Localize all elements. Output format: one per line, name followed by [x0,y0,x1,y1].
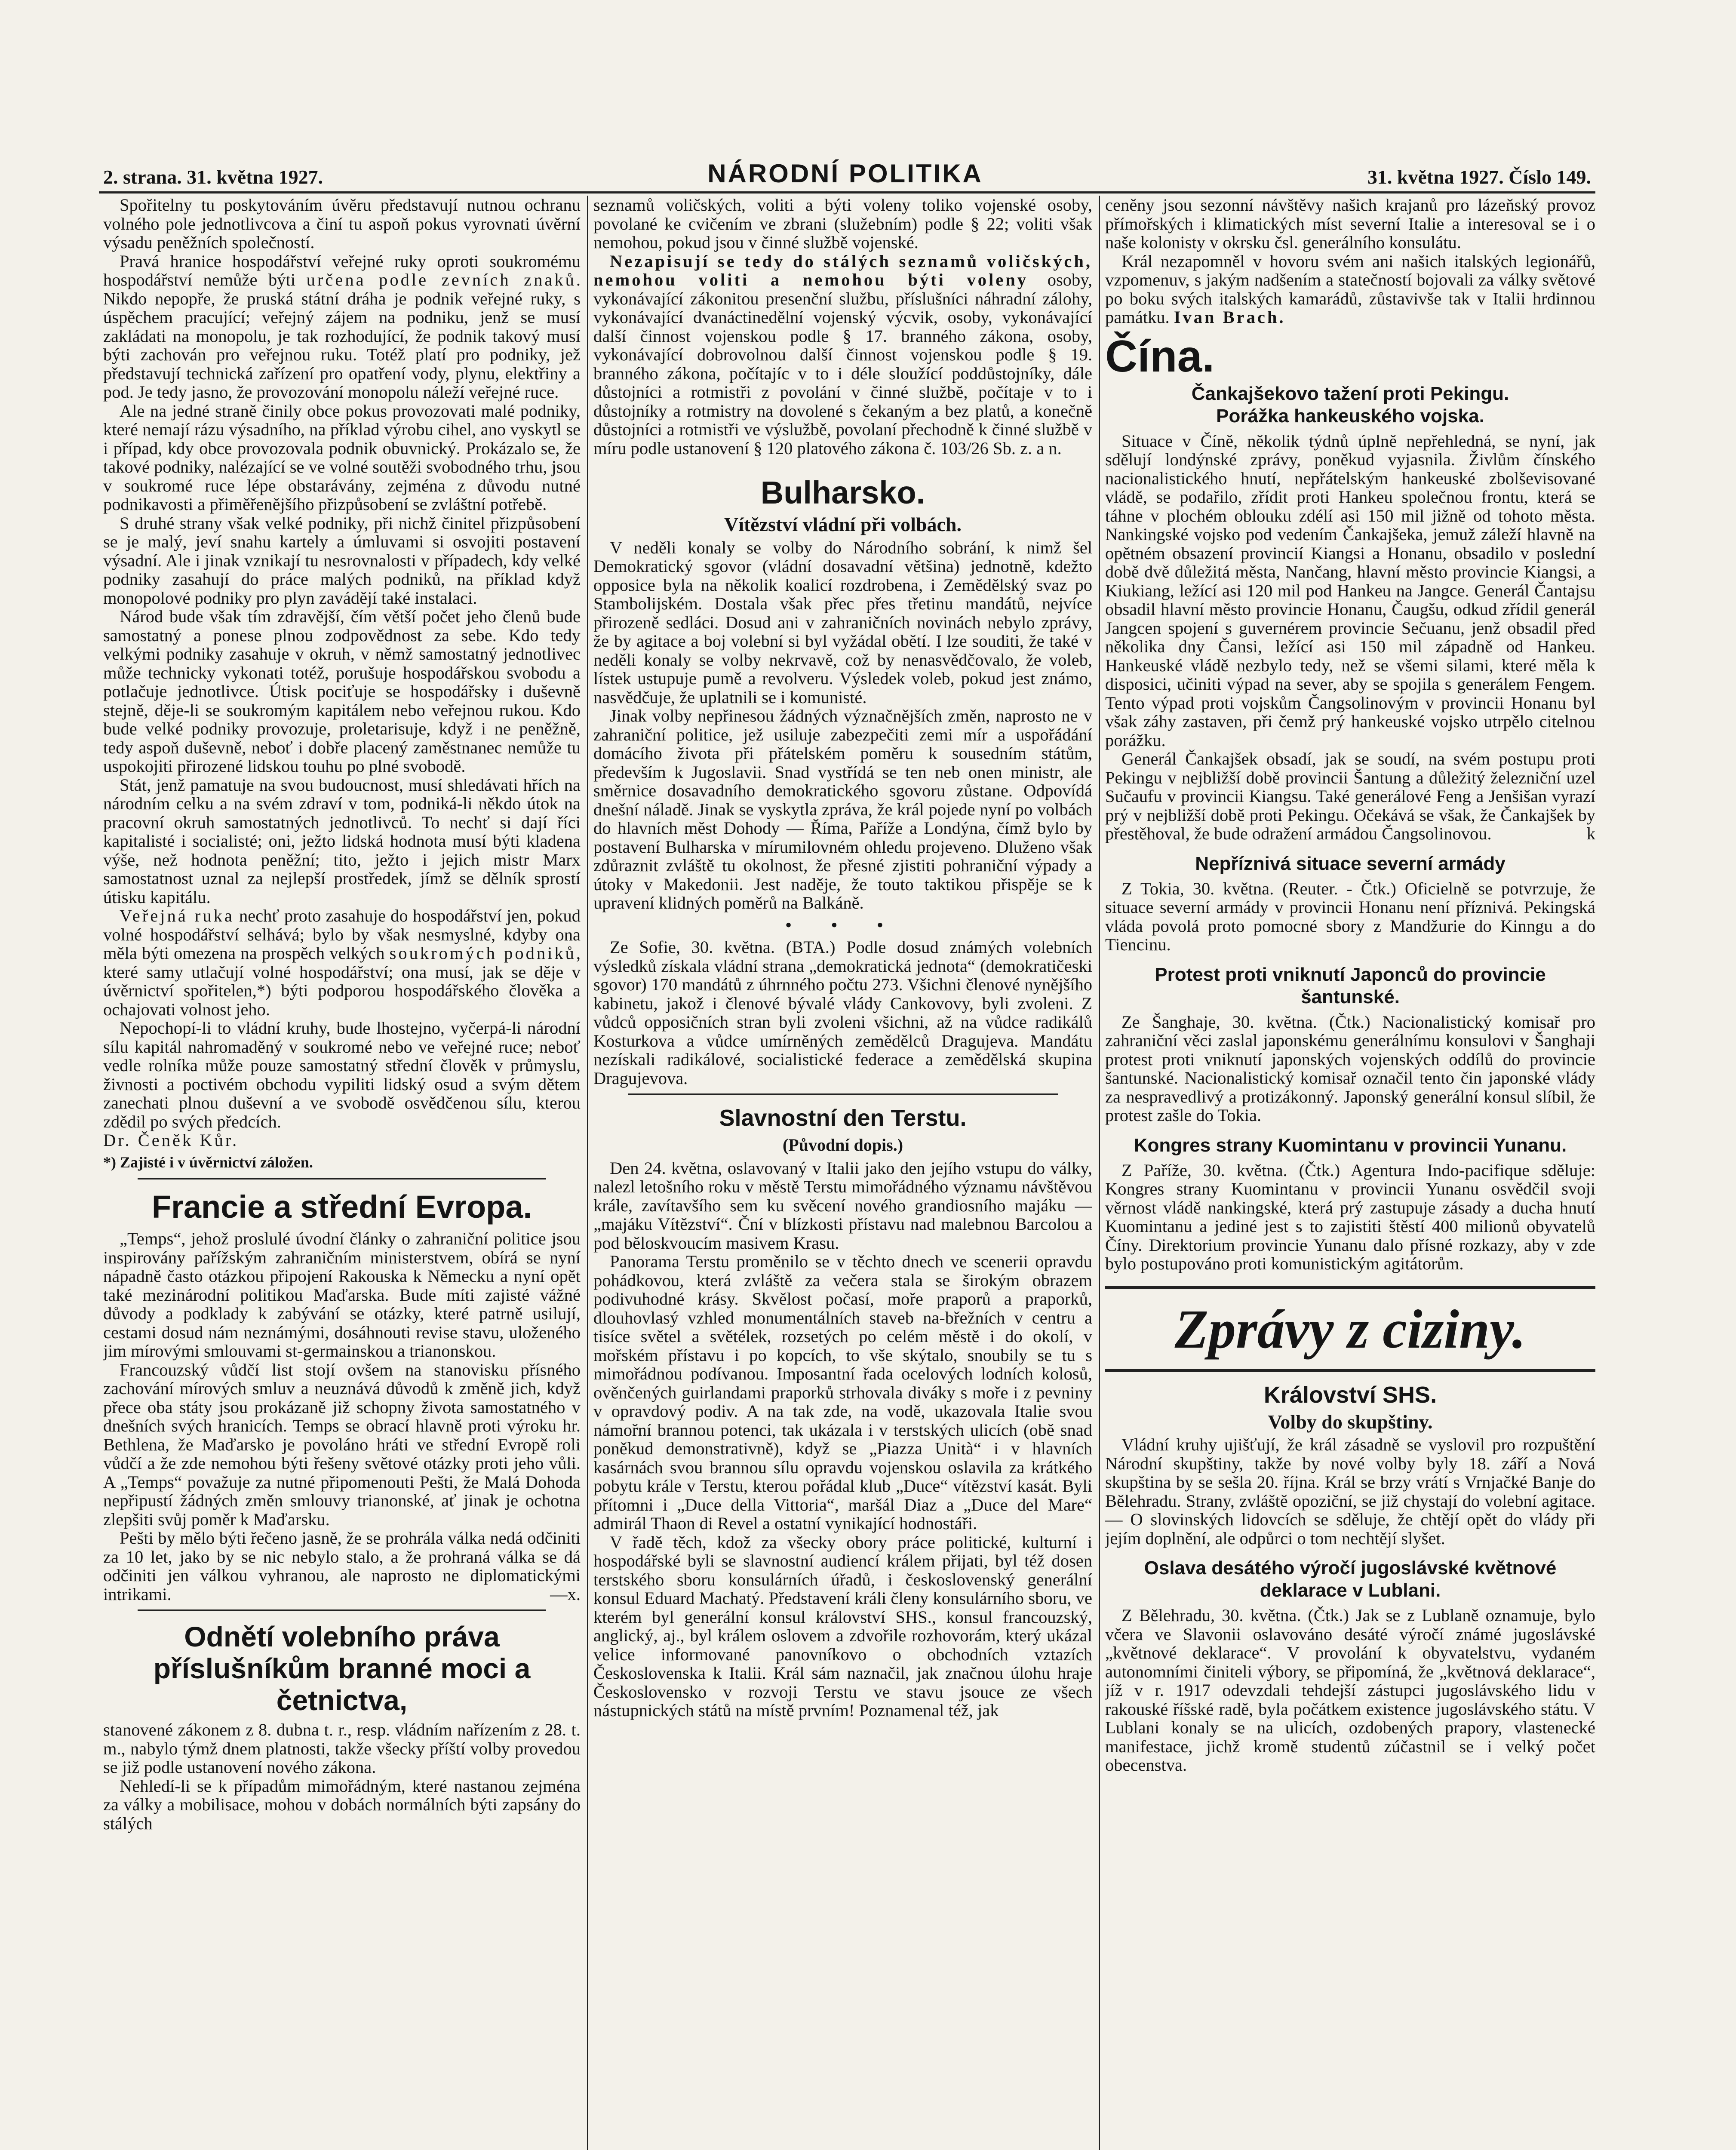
paragraph: Den 24. května, oslavovaný v Italii jako den jejího vstupu do války, nalezl letošního roku v městě Terstu mimořádného významu návštěvou krále, zavítavšího sem ku svěcení nového grandiosního majáku — „majáku Vítězství“. Ční v blízkosti přístavu nad malebnou Barcolou a pod běloskvoucím masivem Krasu. [593,1158,1092,1253]
paragraph: Vládní kruhy ujišťují, že král zásadně se vyslovil pro rozpuštění Národní skupštiny, takže by nové volby byly 18. září a Nová skupština by se sešla 20. října. Král se brzy vrátí s Vrnjačké Banje do Bělehradu. Strany, zvláště opoziční, se již chystají do volební agitace. — O slovinských lidovcích se sděluje, že chtějí opět do vlády při jejím doplnění, ale odpůrci o tom nechtějí slyšet. [1105,1435,1595,1548]
text-run: soukromých podniků [389,943,576,963]
column-1 [103,196,581,2150]
text-run: určena podle zevních znaků [306,270,576,289]
article-headline: Kongres strany Kuomintanu v provincii Yunanu. [1134,1134,1567,1156]
header-issue-right: 31. května 1927. Číslo 149. [1367,166,1591,188]
paragraph: Z Tokia, 30. května. (Reuter. - Čtk.) Oficielně se potvrzuje, že situace severní armády v provincii Honanu není příznivá. Pekingská vláda povolá proto pomocné sbory z Mandžurie do Kinngu a do Tiencinu. [1105,878,1595,954]
signature: —x. [550,1584,581,1604]
paragraph: Nepochopí-li to vládní kruhy, bude lhostejno, vyčerpá-li národní sílu kapitál nahromaděný v soukromé nebo ve veřejné ruce; neboť vedle rolníka může pouze samostatný střední člověk v průmyslu, živnosti a poctivém obchodu vypiliti lidský osud a svým dětem zanechati plnou duševní a ve svobodě osvědčenou sílu, kterou zdědil po svých předcích. [103,1018,581,1131]
paragraph: Panorama Terstu proměnilo se v těchto dnech ve scenerii opravdu pohádkovou, která zvláště za večera stala se širokým obrazem podivuhodné krásy. Skvělost počasí, moře praporů a praporků, dlouhovlasý vzhled monumentálních staveb na-břežních v centru a tisíce světel a světélek, rozsetých po celém městě i do okolí, v mořském přístavu i po kopcích, to vše skýtalo, snoubily se tu s mimořádnou podívanou. Imposantní řada ocelových lodních kolosů, ověnčených guirlandami praporků strhovala diváky s moře i z pevniny v opravdový podiv. A na tak zde, na vodě, ukazovala Italie svou námořní brannou potenci, tak ukázala i v terstských ulicích (obě snad poněkud demonstrativně), když se „Piazza Unità“ i v hlavních kasárnách svou brannou sílu opravdu vojenskou oslavila za krátkého pobytu krále v Terstu, kterou pořádal klub „Duce“ vítězství kasát. Byli přítomni i „Duce della Vittoria“, maršál Diaz a „Duce del Mare“ admirál Thaon di Revel a ostatní vynikající hodnostáři. [593,1252,1092,1533]
text-run: Pravá hranice hospodářství veřejné ruky oproti soukromému hospodářství nemůže býti [103,251,581,289]
column-divider-1 [587,196,588,2150]
paragraph: S druhé strany však velké podniky, při nichž činitel přizpůsobení se je malý, jeví snahu kartely a úmluvami si osvojiti postavení výsadní. Ale i jinak vznikají tu nesrovnalosti v případech, kdy velké podniky zasahují do práce malých podniků, na příklad když monopolové podniky pro plyn zavádějí také instalaci. [103,513,581,608]
text-run: Generál Čankajšek obsadí, jak se soudí, na svém postupu proti Pekingu v nejbližší době provincii Šantung a důležitý železniční uzel Sučaufu v provincii Kiangsu. Také generálové Feng a Jenšišan vyrazí prý v nejbližší době proti Pekingu. Očekává se však, že Čankajšek by přestěhoval, že bude odražení armádou Čangsolinovou. [1105,749,1595,843]
paragraph: Francouzský vůdčí list stojí ovšem na stanovisku přísného zachování mírových smluv a neuznává důvodů k změně jich, když přece oba státy jsou prokázaně již schopny života samostatného v dnešních svých hranicích. Temps se obrací hlavně proti výroku hr. Bethlena, že Maďarsko je povoláno hráti ve střední Evropě roli vůdčí a že zde nemohou býti řešeny světové otázky proti jeho vůli. A „Temps“ považuje za nutné připomenouti Pešti, že Malá Dohoda nepřipustí žádných změn smlouvy trianonské, ať jinak je ochotna zlepšiti svůj poměr k Maďarsku. [103,1360,581,1529]
text-run: Veřejná ruka [120,906,234,925]
paragraph: seznamů voličských, voliti a býti voleny toliko vojenské osoby, povolané ke cvičením ve zbrani (služebním) podle § 22; voliti však nemohou, pokud jsou v činné službě vojenské. [593,196,1092,252]
paragraph: Ze Šanghaje, 30. května. (Čtk.) Nacionalistický komisař pro zahraniční věci zaslal japonskému generálnímu konsulovi v Šanghaji protest proti vniknutí japonských vojenských oddílů do provincie šantunské. Nacionalistický komisař označil tento čin japonské vlády za nespravedlivý a protizákonný. Japonský generální konsul slíbil, že protest zašle do Tokia. [1105,1012,1595,1125]
paragraph: Situace v Číně, několik týdnů úplně nepřehledná, se nyní, jak sdělují londýnské zprávy, poněkud vyjasnila. Živlům čínského nacionalistického hnutí, nepřátelským hankeuské zbolševisované vládě, se podařilo, zřídit proti Hankeu společnou frontu, která se táhne v plochém oblouku zdélí asi 150 mil jižně od tohoto města. Nankingské vojsko pod vedením Čankajšeka, jemuž záleží hlavně na opětném obsazení provincií Kiangsi a Honanu, obsadilo v poslední době dvě důležitá města, Nančang, hlavní město provincie Kiangsi, a Kiukiang, ležící asi 120 mil pod Hankeu na Jangce. Generál Čantajsu obsadil hlavní město provincie Honanu, Čaugšu, odkud zřídil generál Jangcen spojení s guvernérem provincie Sečuanu, jenž obsadil před několika dny Čansi, ležící asi 150 mil západně od Hankeu. Hankeuské vládě nezbylo tedy, než se všemi silami, které měla k disposici, učiniti výpad na sever, aby se spojila s generálem Fengem. Tento výpad proti vojskům Čangsolinovým v provincii Honanu byl však záhy zastaven, při čemž prý hankeuské vojsko utrpělo citelnou porážku. [1105,431,1595,750]
paragraph [103,1529,581,1603]
article-subheadline: Volby do skupštiny. [1268,1410,1433,1433]
column-3 [1105,196,1595,2150]
separator [628,1093,1058,1095]
column-2 [593,196,1092,2150]
paragraph: Z Bělehradu, 30. května. (Čtk.) Jak se z Lublaně oznamuje, bylo včera ve Slavonii oslavováno desáté výročí známé jugoslávské „květnové deklarace“. V provolání k obyvatelstvu, vydaném autonomními činiteli výbory, se připomíná, že „květnová deklarace“, jíž v r. 1917 odevzdali tehdejší zástupci jugoslávského lidu v rakouské říšské radě, byla počátkem existence jugoslávského státu. V Lublani konaly se na ulicích, ozdobených prapory, vlastenecké manifestace, jichž kromě studentů zúčastnil se i velký počet obecenstva. [1105,1606,1595,1775]
paragraph: Ale na jedné straně činily obce pokus provozovati malé podniky, které nemají rázu výsadního, na příklad výrobu cihel, ano vyskytl se i případ, kdy obce provozovala podnik obuvnický. Prokázalo se, že takové podniky, nalézající se ve volné soutěži svobodného trhu, jsou v soukromé ruce lépe obstarávány, zejména z důvodu nutné podnikavosti a přiměřenějšího přizpůsobení se zvláštní potřebě. [103,401,581,514]
paragraph: Stát, jenž pamatuje na svou budoucnost, musí shledávati hřích na národním celku a na svém zdraví v tom, podniká-li někdo útok na pracovní okruh samostatných jednotlivců. To nechť si dají říci kapitalisté i socialisté; oni, ježto lidská hodnota musí býti kladena výše, než hodnota peněžní; tito, ježto i jejich mistr Marx samostatnost uznal za nejlepší prostředek, jímž se dělník sprostí útisku kapitálu. [103,775,581,907]
paragraph: Jinak volby nepřinesou žádných význačnějších změn, naprosto ne v zahraniční politice, jež usiluje zabezpečiti zemi mír a uspořádání domácího života při přátelském poměru k sousedním státům, především k Jugoslavii. Snad vystřídá se ten neb onen ministr, ale směrnice dosavadního demokratického sgovoru zůstane. Odpovídá dnešní náladě. Jinak se vyskytla zpráva, že král pojede nyní po volbách do hlavních měst Dohody — Říma, Paříže a Londýna, čímž bylo by postavení Bulharska v mírumilovném ohledu projeveno. Dluženo však zdůraznit zvláště tu okolnost, že přesné zjistiti pohraniční výpady a útoky v Makedonii. Jest naděje, že touto taktikou přispěje se k upravení klidných poměrů na Balkáně. [593,706,1092,912]
article-headline: Odnětí volebního práva příslušníkům branné moci a četnictva, [153,1621,531,1716]
article-headline: Nepříznivá situace severní armády [1195,853,1506,874]
paragraph: stanovené zákonem z 8. dubna t. r., resp. vládním nařízením z 28. t. m., nabylo týmž dnem platnosti, takže všecky příští volby provedou se již podle ustanovení nového zákona. [103,1720,581,1777]
section-heading-china: Čína. [1105,331,1215,381]
paragraph [103,906,581,1019]
author-signature: Dr. Čeněk Kůr. [103,1130,239,1150]
paragraph [593,252,1092,458]
paragraph: Z Paříže, 30. května. (Čtk.) Agentura Indo-pacifique sděluje: Kongres strany Kuomintanu v provincii Yunanu osvědčil svoji věrnost vládě nankingské, která prý zastupuje zásady a ducha hnutí Kuomintanu a jediné jest s to zajistiti štěstí 400 milionů obyvatelů Číny. Direktorium provincie Yunanu dalo přísné rozkazy, aby v zde bylo postupováno proti komunistickým agitátorům. [1105,1160,1595,1273]
paragraph: V řadě těch, kdož za všecky obory práce politické, kulturní i hospodářské byli se slavnostní audiencí králem přijati, byl též dosen terstského sboru konsulárních úřadů, i československý generální konsul Eduard Machatý. Představení králi členy konsulárního sboru, ve kterém byl generální konsul království SHS., konsul francouzský, anglický, aj., byl králem oslovem a zdvořile rozhovorám, který ukázal velice informované panovníkovo o obchodních vztazích Československa k Italii. Král sám naznačil, jak značnou úlohu hraje Československo v rozvoji Terstu ve stavu jsouce ze všech nástupnických států na místě prvním! Poznamenal též, jak [593,1532,1092,1720]
text-run: Pešti by mělo býti řečeno jasně, že se prohrála válka nedá odčiniti za 10 let, jako by se nic nebylo stalo, a že prohraná válka se dá odčiniti jen válkou vyhranou, ale naprosto ne diplomatickými intrikami. [103,1528,581,1604]
article-headline: Slavnostní den Terstu. [719,1105,967,1131]
text-run: nechť proto zasahuje do hospodářství jen, pokud volné hospodářství selhává; bylo by však nesmyslné, kdyby ona měla býti omezena na prospěch velkých [103,906,581,963]
article-headline: Francie a střední Evropa. [151,1189,532,1225]
text-run: Nezapisují se tedy do stálých seznamů voličských, nemohou voliti a nemohou býti voleny [593,251,1092,289]
paragraph [103,252,581,402]
paragraph: Spořitelny tu poskytováním úvěru představují nutnou ochranu volného pole jednotlivcova a činí tu aspoň pokus vyrovnati úvěrní výsadu peněžních společností. [103,196,581,252]
paragraph: „Temps“, jehož proslulé úvodní články o zahraniční politice jsou inspirovány pařížským zahraničním ministerstvem, obírá se nyní nápadně často otázkou připojení Rakouska k Německu a nyní opět také mezinárodní politikou Maďarska. Bude míti zajisté vážné důvody a podklady k zabývání se otázky, které patrně usilují, cestami dosud nám neznámými, dosáhnouti revise stavu, uloženého jim mírovými smlouvami st-germainskou a trianonskou. [103,1229,581,1361]
paragraph: Národ bude však tím zdravější, čím větší počet jeho členů bude samostatný a ponese plnou zodpovědnost za sebe. Kdo tedy velkými podniky zasahuje v okruh, v němž samostatný jednotlivec může technicky vykonati totéž, porušuje hospodářskou svobodu a potlačuje jednotlivce. Útisk pociťuje se hospodářsky i duševně stejně, děje-li se soukromým kapitálem nebo veřejnou rukou. Kdo bude velké podniky provozuje, proletarisuje, když i ne peněžně, tedy aspoň duševně, neboť i dobře placený zaměstnanec nemůže tu uspokojiti přirozené lidskou touhu po plné svobodě. [103,607,581,776]
text-run: , které samy utlačují volné hospodářství; ona musí, jak se děje v úvěrnictví spořitelen,*) býti podporou hospodářského člověka a ochajovati volnost jeho. [103,943,581,1019]
section-banner-foreign-news: Zprávy z ciziny. [1105,1286,1595,1372]
text-run: Král nezapomněl v hovoru svém ani našich italských legionářů, vzpomenuv, s jakým nadšením a statečností bojovali za války světové po boku svých italských kamarádů, zůstavivše tak v Italii hrdinnou památku. [1105,251,1595,327]
masthead-title: NÁRODNÍ POLITIKA [707,159,983,188]
separator [138,1178,546,1179]
footnote: *) Zajisté i v úvěrnictví záložen. [103,1153,313,1171]
paragraph: Ze Sofie, 30. května. (BTA.) Podle dosud známých volebních výsledků získala vládní strana „demokratická jednota“ (demokratičeski sgovor) 170 mandátů z úhrnného počtu 273. Všichni členové nynějšího kabinetu, jakož i členové bývalé vlády Cankovovy, byli zvoleni. Z vůdců opposičních stran byli zvoleni všichni, až na vůdce radikálů Kosturkova a vůdce umírněných zemědělců Dragujeva. Mandátu nezískali radikálové, socialistické federace a zemědělská skupina Dragujevova. [593,937,1092,1088]
article-headline: Oslava desátého výročí jugoslávské květnové deklarace v Lublani. [1144,1557,1557,1601]
article-subheadline: Porážka hankeuského vojska. [1216,405,1484,427]
text-run: . Nikdo nepopře, že pruská státní dráha je podnik veřejné ruky, s úspěchem pracující; veřejný zájem na podniku, jenž se musí zakládati na monopolu, je tak rozhodující, že podnik takový musí býti zachován pro veřejnou ruku. Totéž platí pro podniky, jež představují technická zařízení pro opatření vody, plynu, elektřiny a pod. Je tedy jasno, že provozování monopolu náleží veřejné ruce. [103,270,581,402]
article-headline: Čankajšekovo tažení proti Pekingu. [1191,383,1509,404]
author-signature: Ivan Brach. [1174,307,1286,327]
paragraph: V neděli konaly se volby do Národního sobrání, k nimž šel Demokratický sgovor (vládní dosavadní většina) jednotně, kdežto opposice byla na několik koalicí rozdrobena, i Zemědělský svaz po Stambolijském. Dostala však přec přes třetinu mandátů, nejvíce přirozeně sedláci. Dosud ani v zahraničních novinách nebylo zprávy, že by agitace a boj volební si byl vyžádal obětí. I lze souditi, že také v neděli konaly se volby nekrvavě, což by nenasvědčovalo, že voleb, lístek ustupuje pumě a revolveru. Výsledek voleb, pokud jest známo, nasvědčuje, že uplatnili se i komunisté. [593,538,1092,707]
article-subheadline: Vítězství vládní při volbách. [724,513,962,535]
paragraph: ceněny jsou sezonní návštěvy našich krajanů pro lázeňský provoz přímořských i klimatických míst severní Italie a interesoval se i o naše kolonisty v okrsku čsl. generálního konsulátu. [1105,196,1595,252]
section-stars: • • • [785,914,901,936]
article-subheadline: (Původní dopis.) [782,1135,903,1155]
article-headline: Království SHS. [1263,1382,1437,1408]
article-headline: Protest proti vniknutí Japonců do provincie šantunské. [1155,964,1546,1007]
column-divider-2 [1099,196,1100,2150]
page-header [103,158,1591,188]
paragraph: Nehledí-li se k případům mimořádným, které nastanou zejména za války a mobilisace, mohou v dobách normálních býti zapsány do stálých [103,1776,581,1833]
signature: k [1586,824,1595,843]
header-rule [99,191,1595,194]
text-run: osoby, vykonávající zákonitou presenční službu, příslušníci náhradní zálohy, vykonávající dvanáctinedělní vojenský výcvik, osoby, vykonávající další činnost vojenskou podle § 17. branného zákona, osoby, vykonávající dobrovolnou další činnost vojenskou podle § 19. branného zákona, počítajíc v to i déle sloužící poddůstojníky, dále důstojníci a rotmistři z povolání v činné službě, počítaje v to i důstojníky a rotmistry na dovolené s čekaným a bez platů, a konečně důstojníci a rotmistři ve výslužbě, povolaní přechodně k činné službě v míru podle ustanovení § 120 platového zákona č. 103/26 Sb. z. a n. [593,270,1092,458]
paragraph [1105,749,1595,843]
article-headline: Bulharsko. [760,475,925,510]
header-date-left: 2. strana. 31. května 1927. [103,166,323,188]
paragraph [1105,252,1595,327]
separator [138,1609,546,1611]
